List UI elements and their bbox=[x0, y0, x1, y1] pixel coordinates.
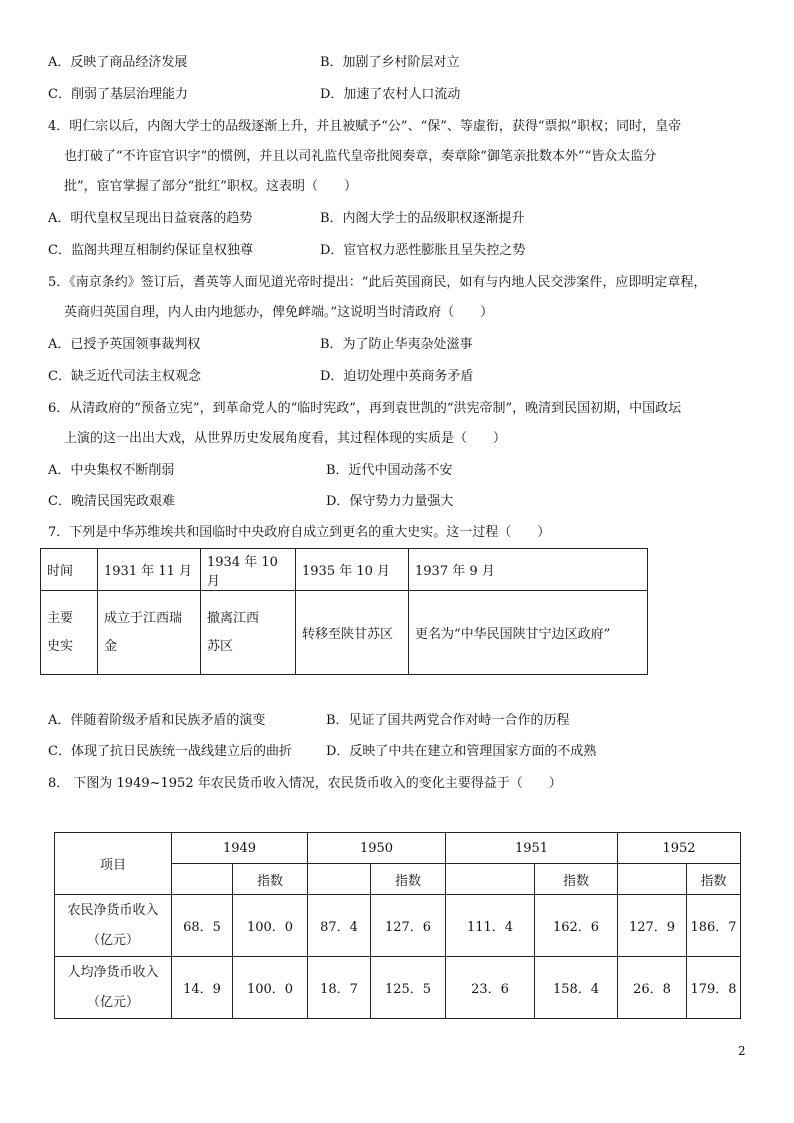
q6-option-c: C．晚清民国宪政艰难 bbox=[48, 494, 175, 509]
q6-option-a: A．中央集权不断削弱 bbox=[48, 463, 175, 478]
q6-stem-line-2: 上演的这一出出大戏，从世界历史发展角度看，其过程体现的实质是（ ） bbox=[64, 431, 507, 446]
q3-option-a: A．反映了商品经济发展 bbox=[48, 55, 188, 70]
q4-stem-line-1: 4．明仁宗以后，内阁大学士的品级逐渐上升，并且被赋予“公”、“保”、等虚衔，获得“票拟”职权；同时，皇帝 bbox=[48, 119, 682, 134]
q8-table bbox=[54, 832, 741, 1019]
q8-value-1952-header bbox=[618, 864, 687, 895]
table-cell: 18．7 bbox=[308, 957, 371, 1019]
q8-index-1952-header: 指数 bbox=[687, 864, 741, 895]
q7-time-label: 时间 bbox=[41, 549, 98, 591]
q8-row-label: 人均净货币收入 （亿元） bbox=[55, 957, 172, 1019]
q3-option-b: B．加剧了乡村阶层对立 bbox=[320, 55, 460, 70]
q7-date-1937: 1937 年 9 月 bbox=[409, 549, 648, 591]
q7-option-b: B．见证了国共两党合作对峙一合作的历程 bbox=[326, 713, 570, 728]
table-cell: 87．4 bbox=[308, 895, 371, 957]
q3-option-d: D．加速了农村人口流动 bbox=[320, 87, 461, 102]
q8-year-1950: 1950 bbox=[308, 833, 446, 864]
q8-value-1951-header bbox=[446, 864, 535, 895]
q5-option-c: C．缺乏近代司法主权观念 bbox=[48, 369, 201, 384]
table-cell: 26．8 bbox=[618, 957, 687, 1019]
table-cell: 23．6 bbox=[446, 957, 535, 1019]
table-cell: 111．4 bbox=[446, 895, 535, 957]
table-cell: 179．8 bbox=[687, 957, 741, 1019]
q7-option-c: C．体现了抗日民族统一战线建立后的曲折 bbox=[48, 744, 292, 759]
q8-index-1951-header: 指数 bbox=[535, 864, 618, 895]
table-cell: 68．5 bbox=[172, 895, 233, 957]
q5-option-a: A．已授予英国领事裁判权 bbox=[48, 337, 201, 352]
q8-value-1950-header bbox=[308, 864, 371, 895]
q7-option-a: A．伴随着阶级矛盾和民族矛盾的演变 bbox=[48, 713, 266, 728]
q7-facts-label: 主要 史实 bbox=[41, 591, 98, 675]
q7-table-facts-row bbox=[41, 591, 648, 675]
q4-stem-line-2: 也打破了“不许宦官识字”的惯例，并且以司礼监代皇帝批阅奏章，奏章除“御笔亲批数本外”“皆众太监分 bbox=[64, 149, 657, 164]
table-cell: 100．0 bbox=[233, 895, 308, 957]
q7-date-1934: 1934 年 10 月 bbox=[201, 549, 296, 591]
q8-year-1951: 1951 bbox=[446, 833, 618, 864]
q8-stem: 8． 下图为 1949~1952 年农民货币收入情况，农民货币收入的变化主要得益于（ ） bbox=[48, 776, 562, 791]
table-cell: 158．4 bbox=[535, 957, 618, 1019]
q4-option-b: B．内阁大学士的品级职权逐渐提升 bbox=[320, 211, 525, 226]
q7-fact-1934: 撤离江西 苏区 bbox=[201, 591, 296, 675]
table-cell: 125．5 bbox=[371, 957, 446, 1019]
q5-option-b: B．为了防止华夷杂处滋事 bbox=[320, 337, 473, 352]
table-cell: 100．0 bbox=[233, 957, 308, 1019]
q4-option-a: A．明代皇权呈现出日益衰落的趋势 bbox=[48, 211, 253, 226]
page-number: 2 bbox=[738, 1044, 746, 1058]
q8-value-1949-header bbox=[172, 864, 233, 895]
q7-date-1935: 1935 年 10 月 bbox=[296, 549, 409, 591]
q5-stem-line-2: 英商归英国自理，内人由内地惩办，俾免衅端。”这说明当时清政府（ ） bbox=[64, 305, 494, 320]
q8-index-1949-header: 指数 bbox=[233, 864, 308, 895]
q4-option-d: D．宦官权力恶性膨胀且呈失控之势 bbox=[320, 243, 526, 258]
table-cell: 162．6 bbox=[535, 895, 618, 957]
q6-option-b: B．近代中国动荡不安 bbox=[326, 463, 453, 478]
q6-option-d: D．保守势力力量强大 bbox=[326, 494, 454, 509]
q7-option-d: D．反映了中共在建立和管理国家方面的不成熟 bbox=[326, 744, 597, 759]
q7-table bbox=[40, 548, 648, 675]
q3-option-c: C．削弱了基层治理能力 bbox=[48, 87, 188, 102]
table-row bbox=[55, 957, 741, 1019]
q8-year-1949: 1949 bbox=[172, 833, 308, 864]
q7-table-header-row bbox=[41, 549, 648, 591]
q7-stem: 7．下列是中华苏维埃共和国临时中央政府自成立到更名的重大史实。这一过程（ ） bbox=[48, 525, 551, 540]
q7-fact-1935: 转移至陕甘苏区 bbox=[296, 591, 409, 675]
q4-stem-line-3: 批”，宦官掌握了部分“批红”职权。这表明（ ） bbox=[64, 179, 357, 194]
q7-date-1931: 1931 年 11 月 bbox=[98, 549, 201, 591]
table-cell: 186．7 bbox=[687, 895, 741, 957]
q7-fact-1931: 成立于江西瑞 金 bbox=[98, 591, 201, 675]
q8-item-label: 项目 bbox=[55, 833, 172, 895]
table-cell: 14．9 bbox=[172, 957, 233, 1019]
q8-row-label: 农民净货币收入 （亿元） bbox=[55, 895, 172, 957]
table-cell: 127．6 bbox=[371, 895, 446, 957]
q6-stem-line-1: 6．从清政府的“预备立宪”，到革命党人的“临时宪政”，再到袁世凯的“洪宪帝制”，晚清到民国初期，中国政坛 bbox=[48, 401, 682, 416]
q4-option-c: C．监阁共理互相制约保证皇权独尊 bbox=[48, 243, 253, 258]
q8-year-1952: 1952 bbox=[618, 833, 741, 864]
table-row bbox=[55, 895, 741, 957]
q8-index-1950-header: 指数 bbox=[371, 864, 446, 895]
q5-stem-line-1: 5．《南京条约》签订后，耆英等人面见道光帝时提出：“此后英国商民，如有与内地人民交涉案件，应即明定章程， bbox=[48, 275, 707, 290]
q5-option-d: D．迫切处理中英商务矛盾 bbox=[320, 369, 474, 384]
q8-year-row bbox=[55, 833, 741, 864]
q7-fact-1937: 更名为“中华民国陕甘宁边区政府” bbox=[409, 591, 648, 675]
table-cell: 127．9 bbox=[618, 895, 687, 957]
